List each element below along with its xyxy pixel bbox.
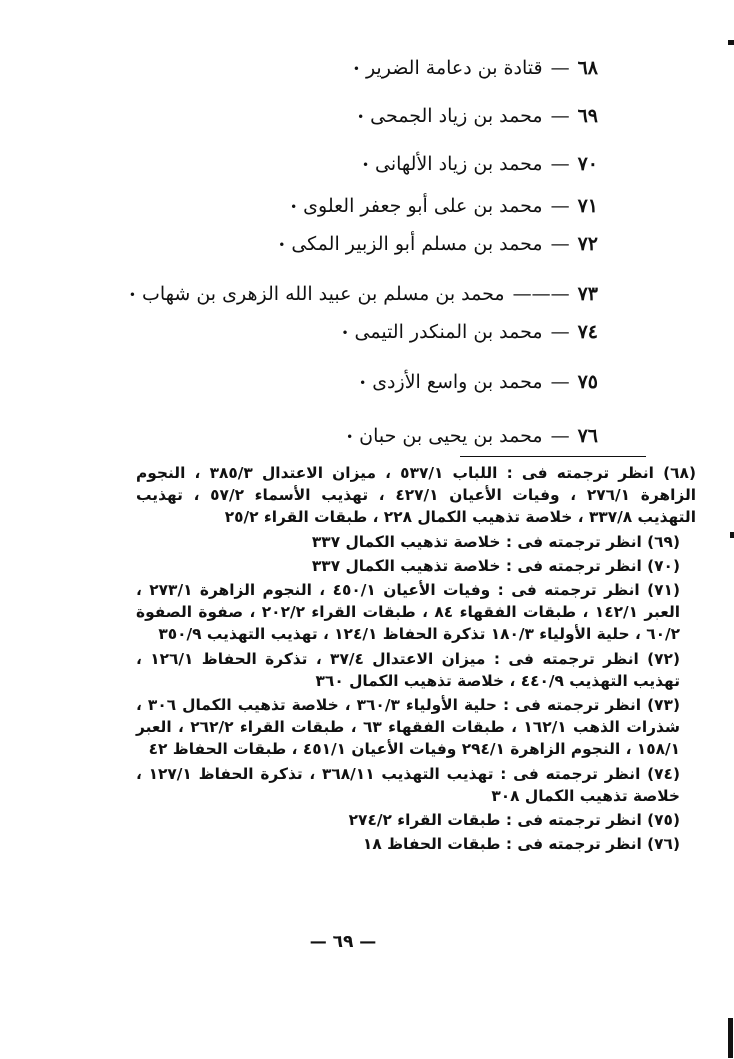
bullet-icon: • [357,110,365,124]
entry-name: محمد بن على أبو جعفر العلوى [303,195,543,217]
footnotes [136,462,696,857]
entry-number: ٧٤ [577,321,598,343]
entry-dash: — [550,105,570,127]
entry-number: ٧٣ [577,283,598,305]
entry-dash: — [550,153,570,175]
entry-name: محمد بن يحيى بن حبان [359,425,543,447]
entry-number: ٦٨ [577,57,598,79]
scan-edge-mark [730,532,734,538]
entry-name: محمد بن زياد الجمحى [370,105,543,127]
entry-name: محمد بن مسلم أبو الزبير المكى [291,233,543,255]
entry-dash: — [550,321,570,343]
footnote-separator [460,456,646,457]
entry-name: قتادة بن دعامة الضرير [365,57,543,79]
bullet-icon: • [128,288,136,302]
footnote-68: (٦٨) انظر ترجمته فى : اللباب ٥٣٧/١ ، ميزان الاعتدال ٣٨٥/٣ ، النجوم الزاهرة ٢٧٦/١ ، وفيات الأعيان ٤٢٧/١ ، تهذيب الأسماء ٥٧/٢ ، تهذيب التهذيب ٣٣٧/٨ ، خلاصة تذهيب الكمال ٢٢٨ ، طبقات القراء ٢٥/٢ [136,464,696,527]
footnote-76: (٧٦) انظر ترجمته فى : طبقات الحفاظ ١٨ [362,835,680,854]
entry-dash: ——— [512,283,570,305]
scan-edge-mark [728,1018,733,1058]
bullet-icon: • [290,200,298,214]
entry-name: محمد بن مسلم بن عبيد الله الزهرى بن شهاب [141,283,505,305]
entry-dash: — [550,371,570,393]
bullet-icon: • [359,376,367,390]
entry-76 [346,422,598,451]
entry-69 [357,102,598,131]
entry-name: محمد بن المنكدر التيمى [354,321,543,343]
entry-number: ٧١ [577,195,598,217]
entry-74 [341,318,598,347]
entry-number: ٧٠ [577,153,598,175]
entry-dash: — [550,57,570,79]
bullet-icon: • [361,158,370,172]
entry-number: ٧٢ [577,233,598,255]
entry-72 [278,230,598,259]
footnote-73: (٧٣) انظر ترجمته فى : حلية الأولياء ٣٦٠/٣ ، خلاصة تذهيب الكمال ٣٠٦ ، شذرات الذهب ١٦٢/١ ، طبقات الفقهاء ٦٣ ، طبقات القراء ٢٦٢/٢ ، العبر ١٥٨/١ ، النجوم الزاهرة ٢٩٤/١ وفيات الأعيان ٤٥١/١ ، طبقات الحفاظ ٤٢ [136,696,680,759]
footnote-74: (٧٤) انظر ترجمته فى : تهذيب التهذيب ٣٦٨/١١ ، تذكرة الحفاظ ١٢٧/١ ، خلاصة تذهيب الكمال ٣٠٨ [136,764,680,805]
entry-dash: — [550,195,570,217]
entry-71 [290,192,598,221]
entry-75 [359,368,598,397]
footnote-72: (٧٢) انظر ترجمته فى : ميزان الاعتدال ٣٧/٤ ، تذكرة الحفاظ ١٢٦/١ ، تهذيب التهذيب ٤٤٠/٩ ، خلاصة تذهيب الكمال ٣٦٠ [136,649,680,690]
entry-70 [362,150,598,179]
footnote-69: (٦٩) انظر ترجمته فى : خلاصة تذهيب الكمال ٣٣٧ [311,532,680,551]
footnote-70: (٧٠) انظر ترجمته فى : خلاصة تذهيب الكمال ٣٣٧ [311,556,680,575]
page-number: — ٦٩ — [309,932,377,952]
entry-73 [129,280,598,309]
bullet-icon: • [346,430,354,444]
footnote-75: (٧٥) انظر ترجمته فى : طبقات القراء ٢٧٤/٢ [348,811,680,830]
scan-edge-mark [728,40,734,45]
entry-name: محمد بن واسع الأزدى [372,371,543,393]
entry-name: محمد بن زياد الألهانى [375,153,543,175]
entry-number: ٧٥ [577,371,598,393]
footnote-71: (٧١) انظر ترجمته فى : وفيات الأعيان ٤٥٠/١ ، النجوم الزاهرة ٢٧٣/١ ، العبر ١٤٢/١ ، طبقات الفقهاء ٨٤ ، طبقات القراء ٢٠٢/٢ ، صفوة الصفوة ٦٠/٢ ، حلية الأولياء ١٨٠/٣ تذكرة الحفاظ ١٢٤/١ ، تهذيب التهذيب ٣٥٠/٩ [136,581,681,644]
entry-dash: — [550,425,570,447]
bullet-icon: • [278,238,286,252]
bullet-icon: • [352,62,360,76]
entry-68 [353,54,598,83]
entry-number: ٦٩ [577,105,598,127]
entry-number: ٧٦ [577,425,598,447]
entry-dash: — [550,233,570,255]
bullet-icon: • [341,326,349,340]
